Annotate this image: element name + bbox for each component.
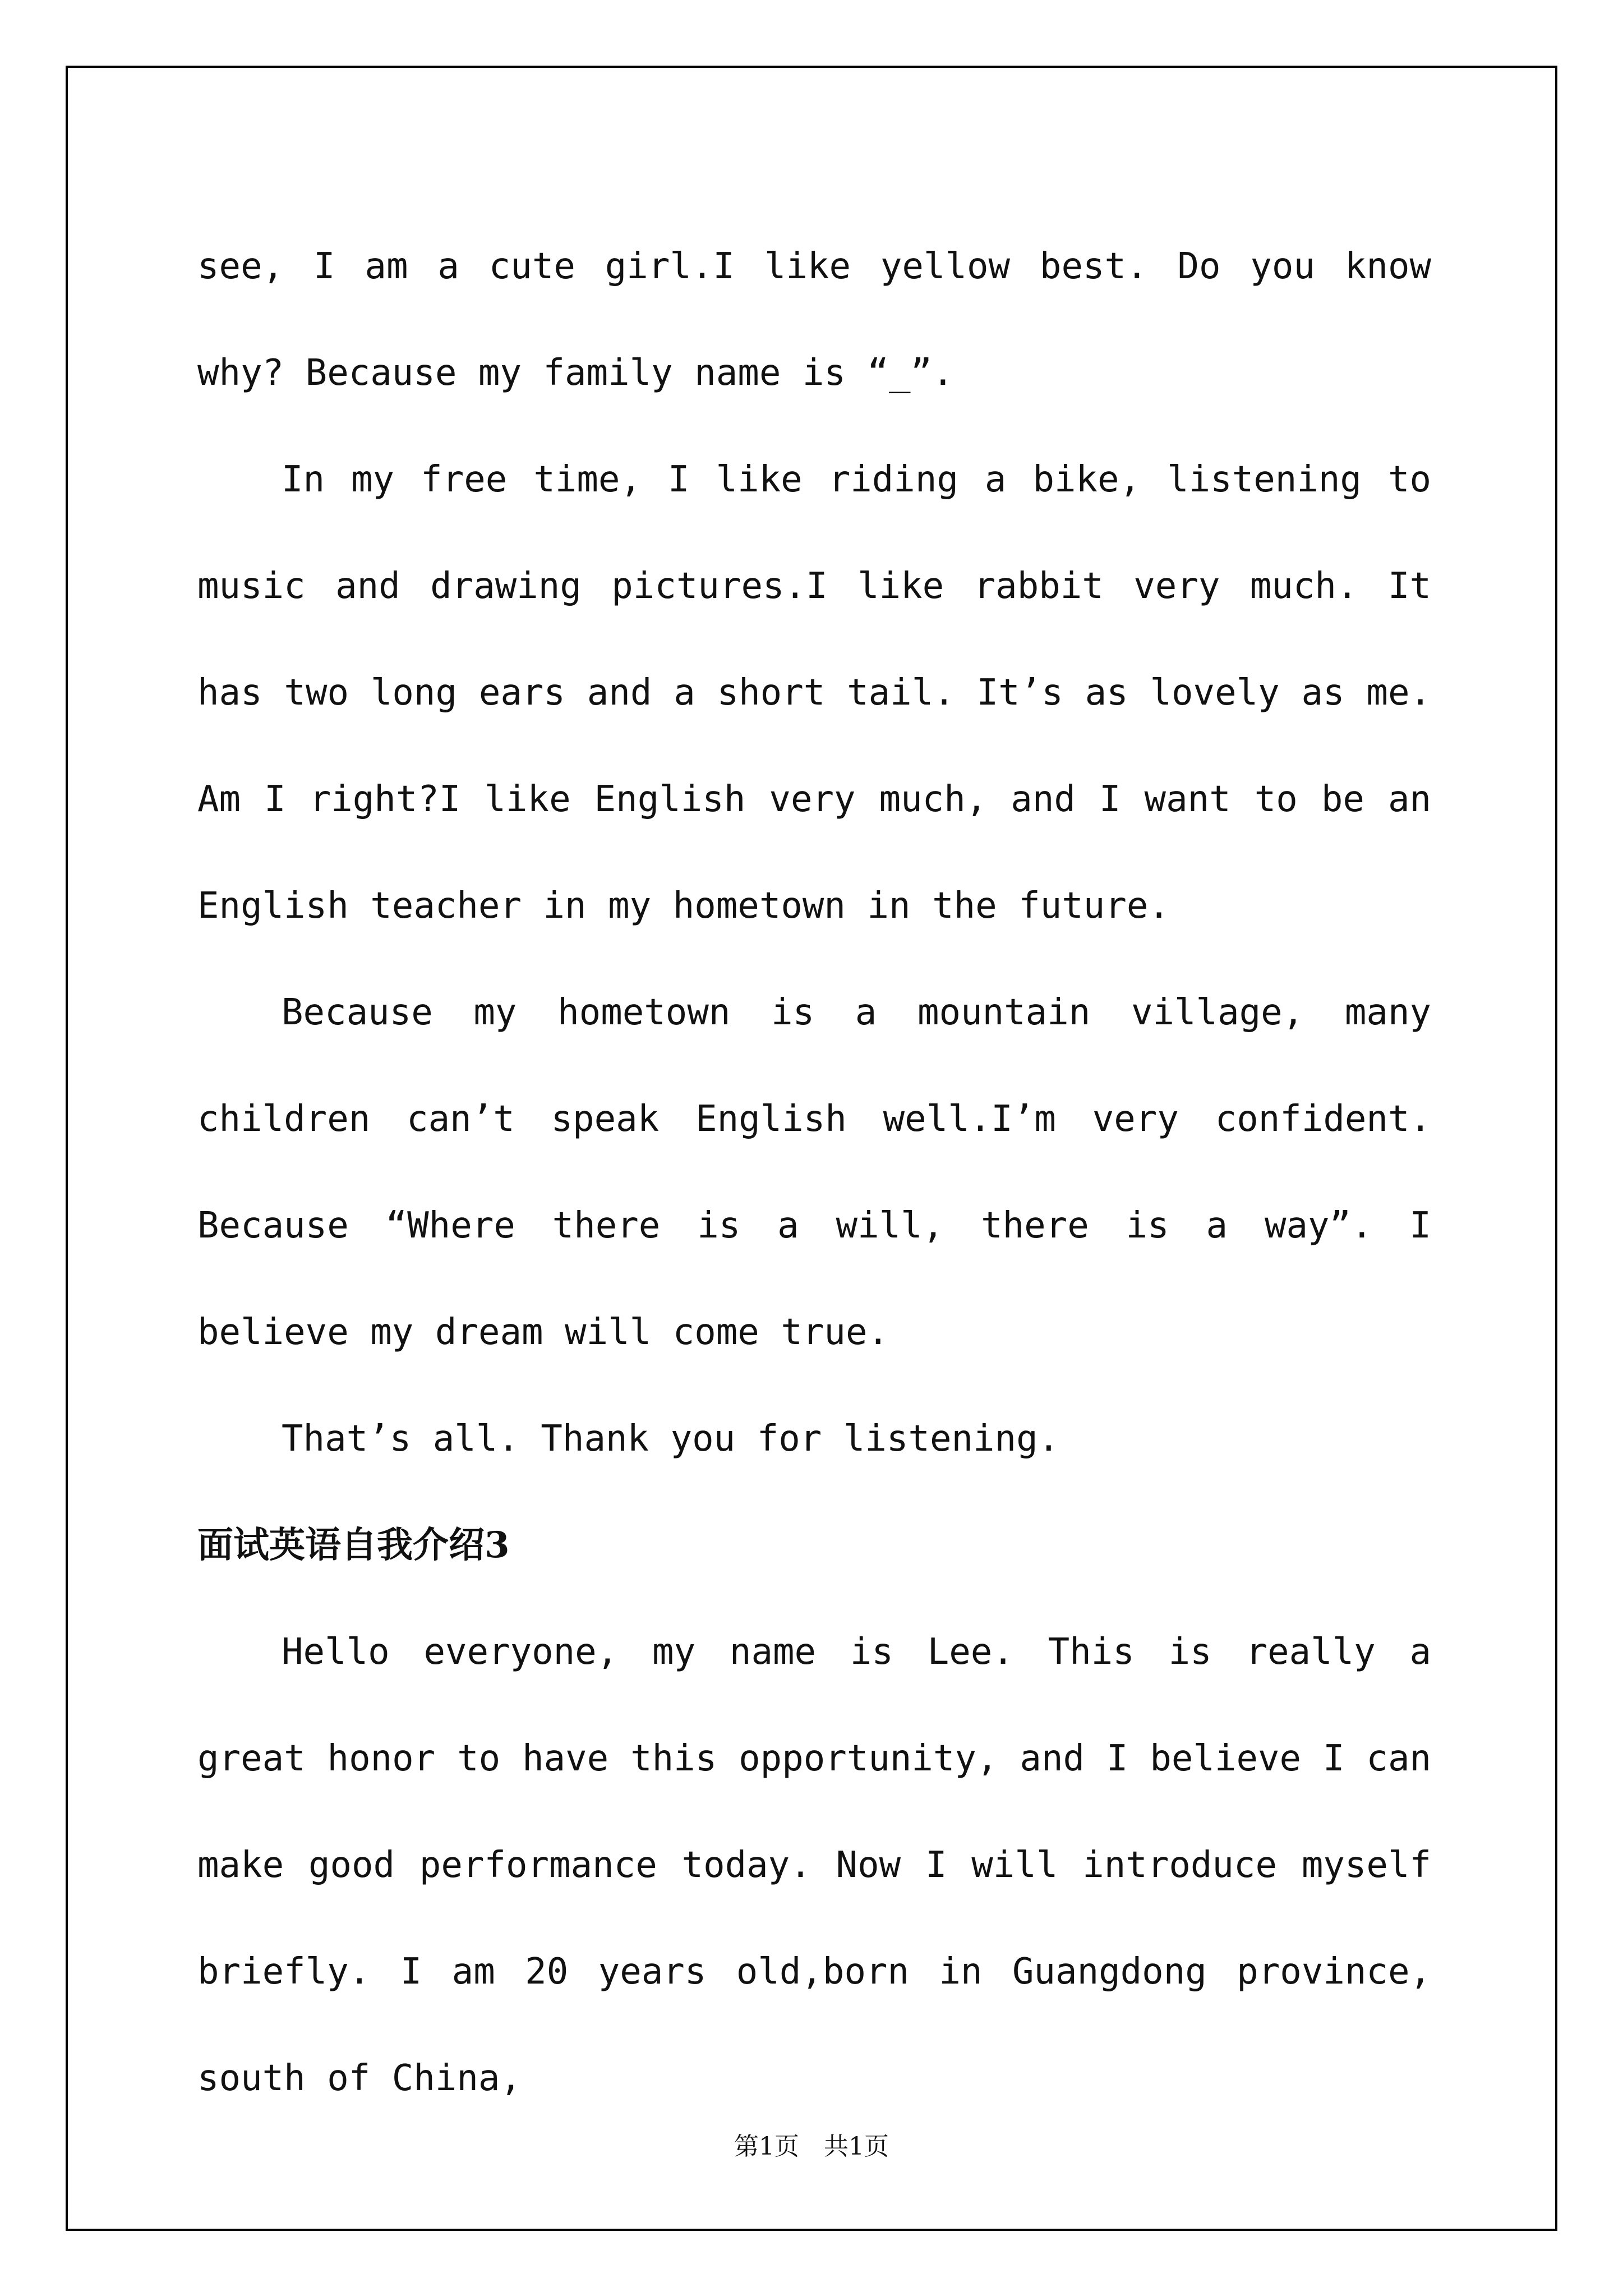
paragraph-2: In my free time, I like riding a bike, listening to music and drawing pictures.I like rabbit very much. It has two long ears and a short tail. It’s as lovely as me. Am I right?I like English very much, and I want to be an English teacher in my hometown in the future. (197, 459, 1431, 927)
paragraph-3: Because my hometown is a mountain village, many children can’t speak English well.I’m very confident. Because “Where there is a will, there is a way”. I believe my dream will come true. (197, 992, 1431, 1353)
section-heading: 面试英语自我介绍3 (197, 1524, 510, 1566)
paragraph-1: see, I am a cute girl.I like yellow best. Do you know why? Because my family name is “_”. (197, 246, 1431, 394)
document-body (197, 213, 1431, 2132)
section-paragraph-1: Hello everyone, my name is Lee. This is really a great honor to have this opportunity, and I believe I can make good performance today. Now I will introduce myself briefly. I am 20 years old,born in Guangdong province, south of China, (197, 1631, 1431, 2099)
page-number-footer: 第1页 共1页 (734, 2132, 889, 2161)
paragraph-4: That’s all. Thank you for listening. (282, 1418, 1060, 1460)
